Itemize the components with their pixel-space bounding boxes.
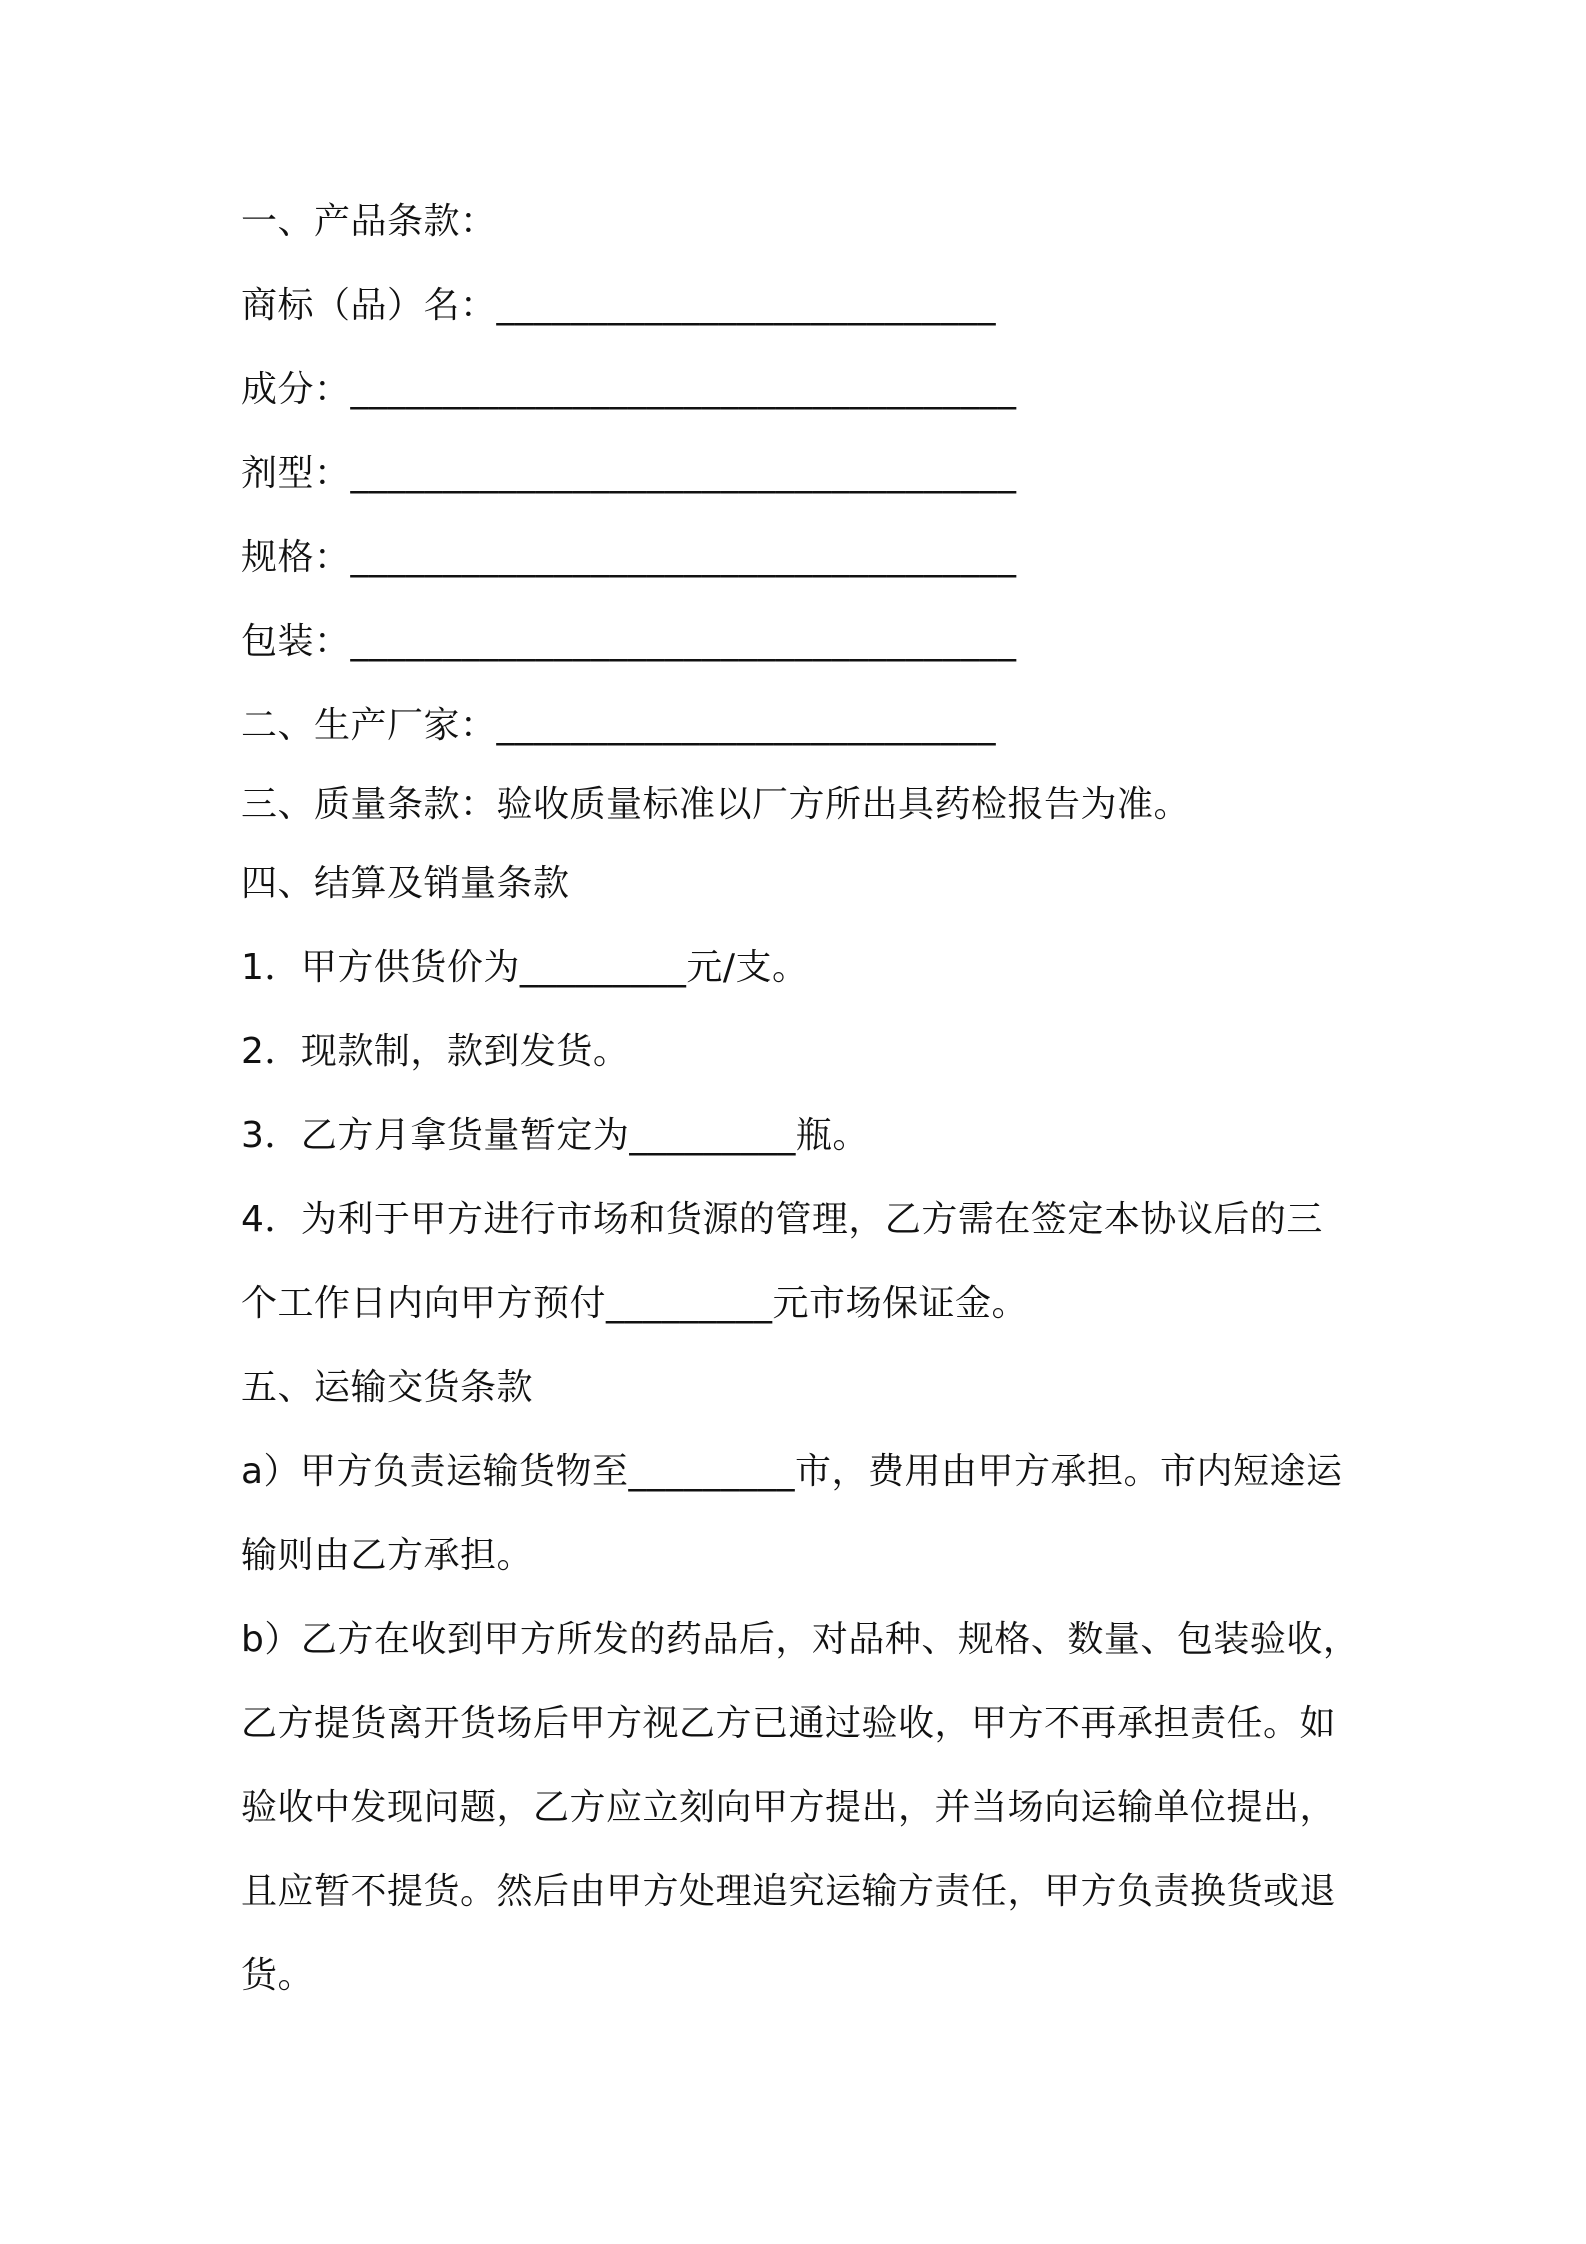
clause-supply-price: 1．甲方供货价为_________元/支。	[241, 947, 809, 988]
field-dosage-form: 剂型：____________________________________	[241, 453, 1017, 494]
clause-monthly-volume: 3．乙方月拿货量暂定为_________瓶。	[241, 1115, 869, 1156]
clause-cash-payment: 2．现款制，款到发货。	[241, 1031, 630, 1072]
clause-b-line-1: b）乙方在收到甲方所发的药品后，对品种、规格、数量、包装验收，	[241, 1619, 1360, 1660]
clause-a-line-2: 输则由乙方承担。	[241, 1535, 534, 1576]
section-heading-product-terms: 一、产品条款：	[241, 201, 497, 242]
clause-b-line-5: 货。	[241, 1955, 315, 1996]
clause-b-line-2: 乙方提货离开货场后甲方视乙方已通过验收，甲方不再承担责任。如	[241, 1703, 1337, 1744]
clause-b-line-3: 验收中发现问题，乙方应立刻向甲方提出，并当场向运输单位提出，	[241, 1787, 1337, 1828]
section-quality-terms: 三、质量条款：验收质量标准以厂方所出具药检报告为准。	[241, 784, 1191, 825]
section-heading-settlement: 四、结算及销量条款	[241, 863, 570, 904]
document-body	[241, 198, 1361, 2036]
clause-b-line-4: 且应暂不提货。然后由甲方处理追究运输方责任，甲方负责换货或退	[241, 1871, 1337, 1912]
section-heading-manufacturer: 二、生产厂家：___________________________	[241, 705, 997, 746]
clause-deposit-line-2: 个工作日内向甲方预付_________元市场保证金。	[241, 1283, 1029, 1324]
field-brand-name: 商标（品）名：___________________________	[241, 285, 997, 326]
section-heading-delivery: 五、运输交货条款	[241, 1367, 534, 1408]
clause-a-line-1: a）甲方负责运输货物至_________市，费用由甲方承担。市内短途运	[241, 1451, 1343, 1492]
field-packaging: 包装：____________________________________	[241, 621, 1017, 662]
field-ingredients: 成分：____________________________________	[241, 369, 1017, 410]
field-specification: 规格：____________________________________	[241, 537, 1017, 578]
clause-deposit-line-1: 4．为利于甲方进行市场和货源的管理，乙方需在签定本协议后的三	[241, 1199, 1323, 1240]
